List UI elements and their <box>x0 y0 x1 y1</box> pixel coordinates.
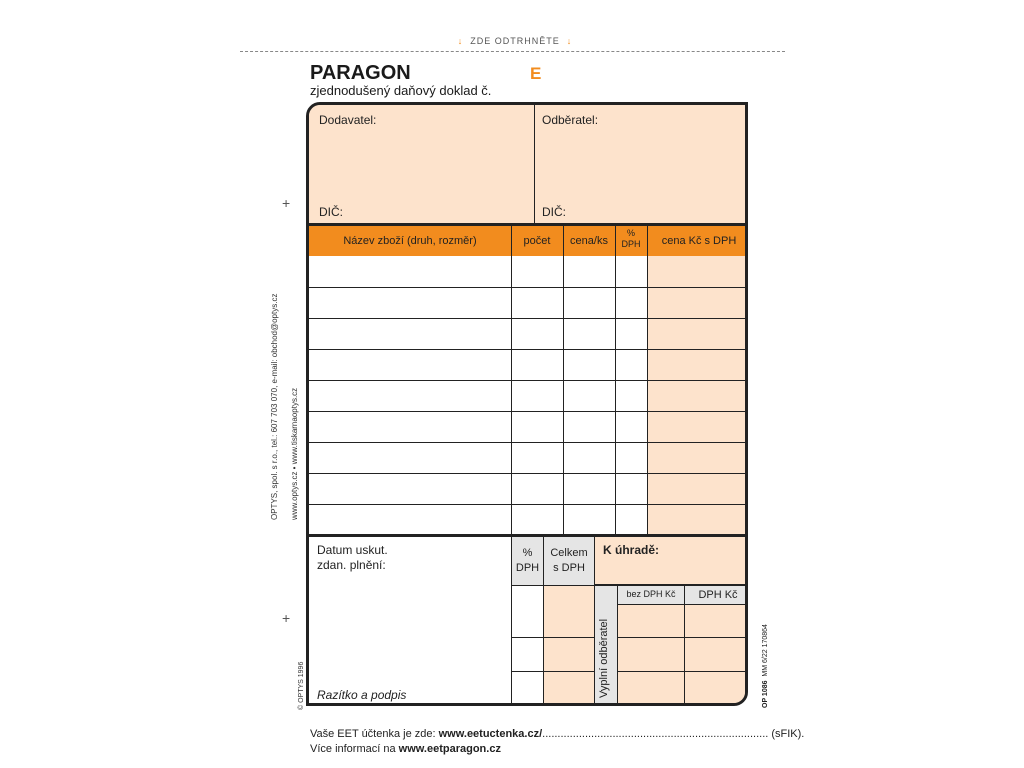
tear-off-label <box>440 36 590 46</box>
col-divider <box>615 226 616 535</box>
summary-total-cells[interactable] <box>544 586 594 706</box>
summary-vat-pct-text <box>512 546 543 576</box>
edition-letter: E <box>530 64 542 83</box>
without-vat-cells[interactable] <box>618 605 684 706</box>
document-title: PARAGON <box>310 62 411 84</box>
row-divider <box>512 671 595 672</box>
party-divider <box>534 105 535 223</box>
summary-total-header <box>544 537 594 585</box>
col-price-with-vat: cena Kč s DPH <box>661 235 737 247</box>
vat-amount-cells[interactable] <box>685 605 748 706</box>
table-row-divider <box>309 504 748 505</box>
summary-vat-pct-cells[interactable] <box>512 586 543 706</box>
document-subtitle: zjednodušený daňový doklad č. <box>310 83 492 98</box>
table-row-divider <box>309 411 748 412</box>
supplier-box[interactable] <box>309 105 535 223</box>
col-unit-price: cena/ks <box>570 235 608 247</box>
copyright-note: © OPTYS 1996 <box>298 661 305 710</box>
down-arrow-icon: ↓ <box>457 36 464 46</box>
amount-due-label: K úhradě: <box>603 543 660 557</box>
table-row-divider <box>309 473 748 474</box>
summary-vat-pct-header <box>512 537 543 585</box>
col-quantity: počet <box>523 235 551 247</box>
eet-link[interactable]: www.eetuctenka.cz/ <box>438 728 543 740</box>
publisher-info: OPTYS, spol. s r.o., tel.: 607 703 070, e-mail: obchod@optys.cz <box>270 293 279 520</box>
customer-fills-label: Vyplní odběratel <box>598 618 610 698</box>
amount-due-box[interactable] <box>595 537 748 585</box>
registration-mark-icon: + <box>282 195 291 211</box>
table-row-divider <box>309 442 748 443</box>
customer-dic-label: DIČ: <box>542 205 566 219</box>
eet-fill-line[interactable]: .......................................................................... <box>542 728 769 740</box>
summary-total-line1: Celkem <box>550 547 588 559</box>
row-divider <box>618 671 748 672</box>
summary-vat-pct-label: DPH <box>515 562 540 574</box>
items-table-body <box>309 256 647 535</box>
summary-vat-pct-symbol: % <box>522 547 533 559</box>
row-divider <box>618 637 748 638</box>
info-link[interactable]: www.eetparagon.cz <box>398 743 501 755</box>
col-item-name: Název zboží (druh, rozměr) <box>343 235 477 247</box>
eet-suffix: (sFIK). <box>768 728 805 740</box>
tear-off-text: ZDE ODTRHNĚTE <box>470 36 560 46</box>
col-vat-header <box>685 586 748 604</box>
col-without-vat-header <box>618 586 684 604</box>
publisher-websites: www.optys.cz • www.tiskarnaoptys.cz <box>290 387 299 520</box>
info-prefix: Více informací na <box>310 743 399 755</box>
tear-off-line <box>240 51 785 52</box>
table-row-divider <box>309 318 748 319</box>
col-divider <box>511 226 512 535</box>
customer-box[interactable] <box>536 105 748 223</box>
col-vat-text: DPH Kč <box>698 589 738 601</box>
form-code-number: OP 1086 <box>762 680 769 708</box>
col-divider <box>647 226 648 535</box>
summary-total-line2: s DPH <box>553 562 585 574</box>
down-arrow-icon: ↓ <box>566 36 573 46</box>
eet-prefix: Vaše EET účtenka je zde: <box>310 728 439 740</box>
form-code-meta: MM 6/22 170864 <box>762 624 769 677</box>
stamp-signature-label: Razítko a podpis <box>317 688 407 702</box>
more-info-line <box>310 743 501 755</box>
items-price-column <box>647 256 748 535</box>
date-stamp-box[interactable] <box>309 537 511 706</box>
col-vat-pct-label: DPH <box>621 239 641 249</box>
supplier-label: Dodavatel: <box>319 113 377 127</box>
summary-total-text <box>544 546 594 576</box>
customer-fills-strip <box>595 586 617 706</box>
table-row-divider <box>309 349 748 350</box>
receipt-form <box>306 102 748 706</box>
table-row-divider <box>309 287 748 288</box>
date-label-line2: zdan. plnění: <box>317 558 386 572</box>
customer-label: Odběratel: <box>542 113 599 127</box>
registration-mark-icon: + <box>282 610 291 626</box>
items-table-header <box>309 226 748 256</box>
table-row-divider <box>309 380 748 381</box>
form-code <box>762 624 769 708</box>
eet-receipt-line <box>310 728 804 740</box>
col-divider <box>563 226 564 535</box>
col-without-vat-text: bez DPH Kč <box>626 589 676 599</box>
row-divider <box>512 637 595 638</box>
date-label-line1: Datum uskut. <box>317 543 388 557</box>
supplier-dic-label: DIČ: <box>319 205 343 219</box>
date-label <box>317 543 388 573</box>
col-vat-pct-symbol: % <box>626 228 635 238</box>
col-vat-pct <box>615 228 647 250</box>
